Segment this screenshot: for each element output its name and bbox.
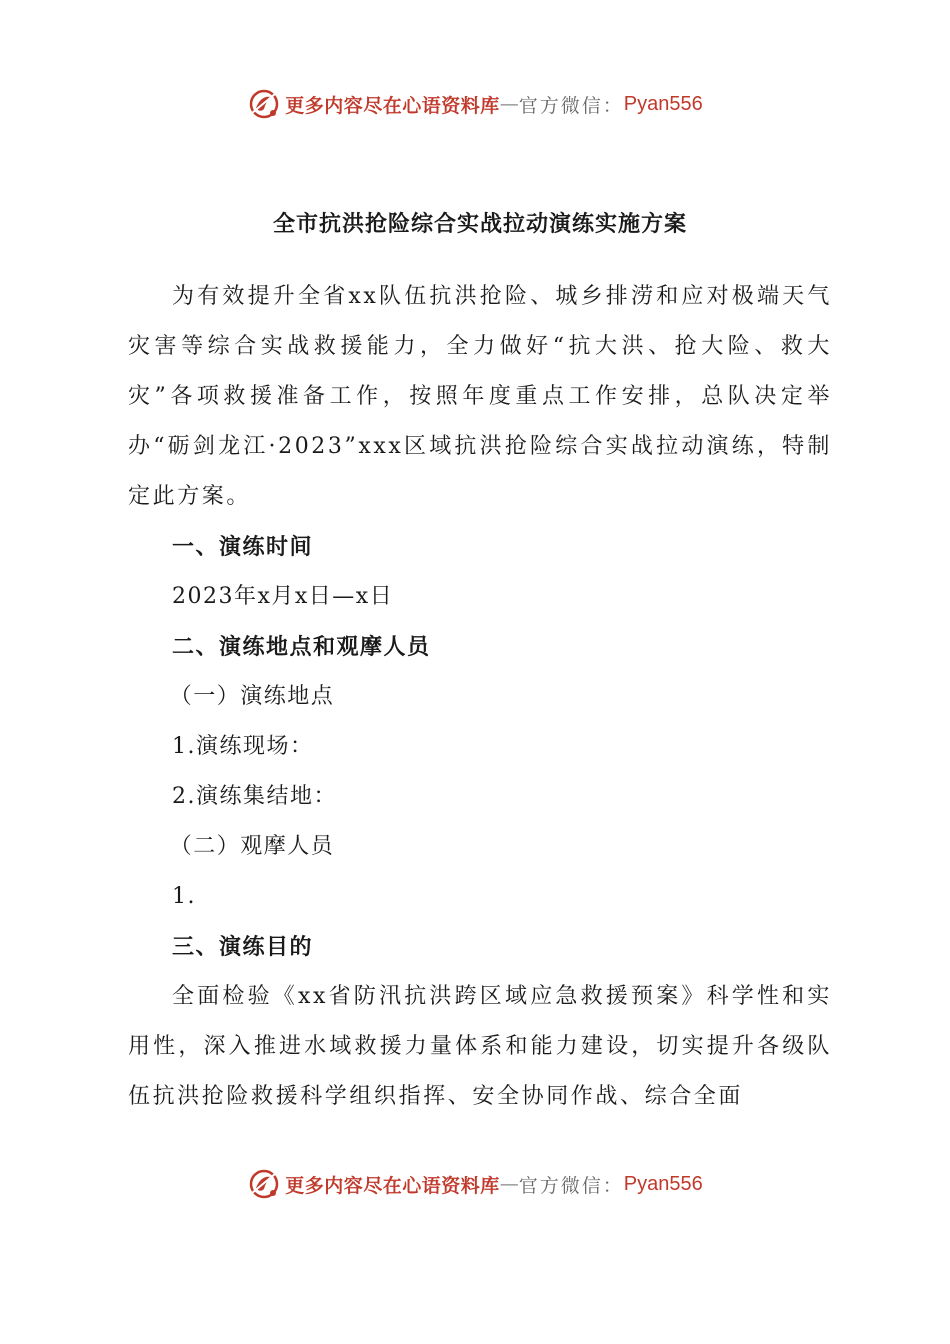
section3-heading: 三、演练目的 xyxy=(172,934,314,960)
section1-heading: 一、演练时间 xyxy=(172,534,314,560)
sub2-heading: （二）观摩人员 xyxy=(169,834,335,859)
intro-paragraph: 为有效提升全省xx队伍抗洪抢险、城乡排涝和应对极端天气灾害等综合实战救援能力，全力做好“抗大洪、抢大险、救大灾”各项救援准备工作，按照年度重点工作安排，总队决定举办“砺剑龙江·2023”xxx区域抗洪抢险综合实战拉动演练，特制定此方案。 xyxy=(128,284,832,509)
banner-wechat-id: Pyan556 xyxy=(623,1172,703,1195)
sub1-item1: 1.演练现场： xyxy=(172,734,314,759)
document-body xyxy=(128,198,832,1122)
section3-body: 全面检验《xx省防汛抗洪跨区域应急救援预案》科学性和实用性，深入推进水域救援力量体系和能力建设，切实提升各级队伍抗洪抢险救援科学组织指挥、安全协同作战、综合全面 xyxy=(128,984,832,1109)
banner-main-text: 更多内容尽在心语资料库 xyxy=(285,1174,500,1197)
banner-dash: — xyxy=(499,1173,519,1195)
sub2-item1: 1. xyxy=(172,884,196,909)
banner-main-text: 更多内容尽在心语资料库 xyxy=(285,94,500,117)
brand-logo-icon xyxy=(247,87,281,121)
footer-watermark-banner xyxy=(0,1162,950,1206)
brand-logo-icon xyxy=(247,1167,281,1201)
sub1-item2: 2.演练集结地： xyxy=(172,784,337,809)
banner-label: 官方微信： xyxy=(518,1174,624,1197)
banner-dash: — xyxy=(499,93,519,115)
header-watermark-banner xyxy=(0,82,950,126)
banner-wechat-id: Pyan556 xyxy=(623,92,703,115)
section2-heading: 二、演练地点和观摩人员 xyxy=(172,634,431,660)
sub1-heading: （一）演练地点 xyxy=(169,684,335,709)
document-title: 全市抗洪抢险综合实战拉动演练实施方案 xyxy=(272,211,687,237)
section1-body: 2023年x月x日—x日 xyxy=(172,584,394,609)
banner-label: 官方微信： xyxy=(518,94,624,117)
